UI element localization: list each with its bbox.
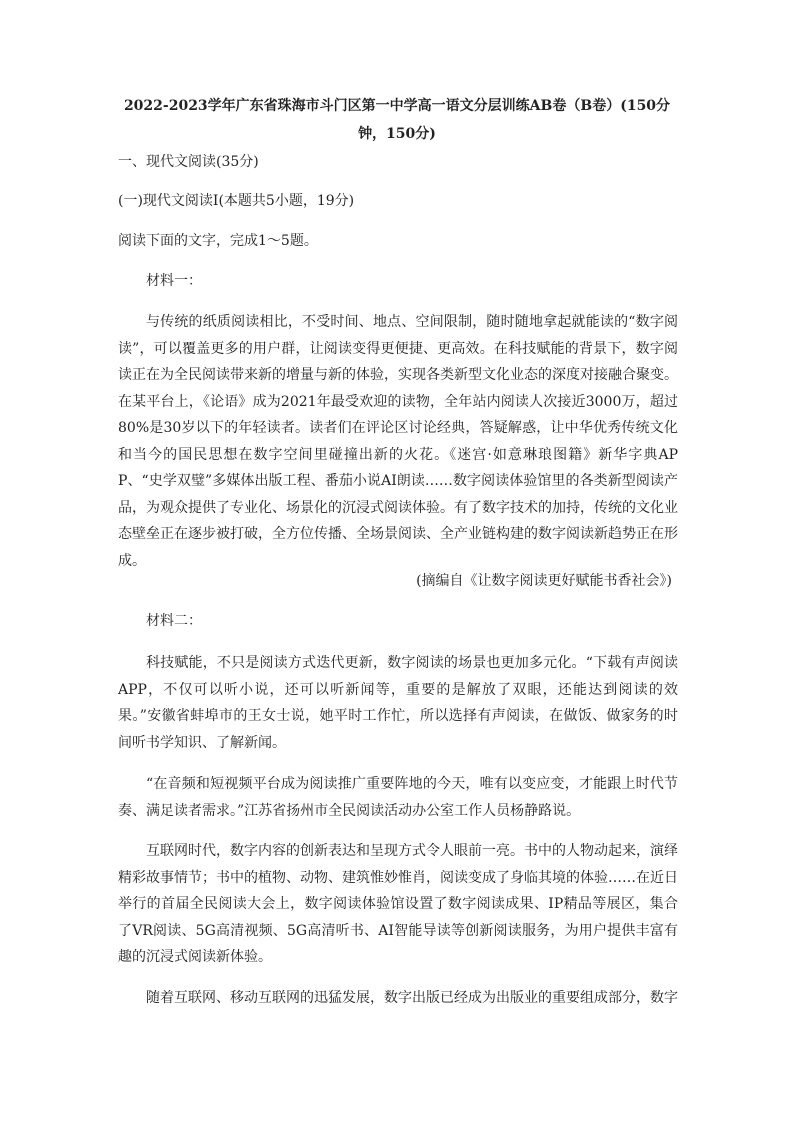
material2-paragraph-2: “在音频和短视频平台成为阅读推广重要阵地的今天，唯有以变应变，才能跟上时代节奏、满足读者需求。”江苏省扬州市全民阅读活动办公室工作人员杨静路说。: [118, 776, 678, 819]
material2-paragraph-4: 随着互联网、移动互联网的迅猛发展，数字出版已经成为出版业的重要组成部分，数字: [146, 990, 678, 1006]
document-title: 2022-2023学年广东省珠海市斗门区第一中学高一语文分层训练AB卷（B卷）(150分钟，150分): [123, 98, 671, 142]
material1-source: (摘编自《让数字阅读更好赋能书香社会》): [416, 573, 672, 589]
instruction-text: 阅读下面的文字，完成1～5题。: [118, 233, 318, 249]
material1-paragraph: 与传统的纸质阅读相比，不受时间、地点、空间限制，随时随地拿起就能读的“数字阅读”，可以覆盖更多的用户群，让阅读变得更便捷、更高效。在科技赋能的背景下，数字阅读正在为全民阅读带来新的增量与新的体验，实现各类新型文化业态的深度对接融合聚变。在某平台上，《论语》成为2021年最受欢迎的读物，全年站内阅读人次接近3000万，超过80%是30岁以下的年轻读者。读者们在评论区讨论经典，答疑解惑，让中华优秀传统文化和当今的国民思想在数字空间里碰撞出新的火花。《迷宫·如意琳琅图籍》新华字典APP、“史学双璧”多媒体出版工程、番茄小说AI朗读……数字阅读体验馆里的各类新型阅读产品，为观众提供了专业化、场景化的沉浸式阅读体验。有了数字技术的加持，传统的文化业态壁垒正在逐步被打破，全方位传播、全场景阅读、全产业链构建的数字阅读新趋势正在形成。: [118, 314, 678, 569]
section-heading: 一、现代文阅读(35分): [118, 154, 259, 170]
material1-label: 材料一：: [146, 273, 202, 289]
material2-paragraph-1: 科技赋能，不只是阅读方式迭代更新，数字阅读的场景也更加多元化。“下载有声阅读APP，不仅可以听小说，还可以听新闻等，重要的是解放了双眼，还能达到阅读的效果。”安徽省蚌埠市的王女士说，她平时工作忙，所以选择有声阅读，在做饭、做家务的时间听书学知识、了解新闻。: [118, 655, 678, 751]
material2-paragraph-3: 互联网时代，数字内容的创新表达和呈现方式令人眼前一亮。书中的人物动起来，演绎精彩故事情节；书中的植物、动物、建筑惟妙惟肖，阅读变成了身临其境的体验……在近日举行的首届全民阅读大会上，数字阅读体验馆设置了数字阅读成果、IP精品等展区，集合了VR阅读、5G高清视频、5G高清听书、AI智能导读等创新阅读服务，为用户提供丰富有趣的沉浸式阅读新体验。: [118, 843, 678, 965]
material2-label: 材料二：: [146, 613, 202, 629]
subsection-heading: (一)现代文阅读Ⅰ(本题共5小题，19分): [118, 193, 355, 209]
